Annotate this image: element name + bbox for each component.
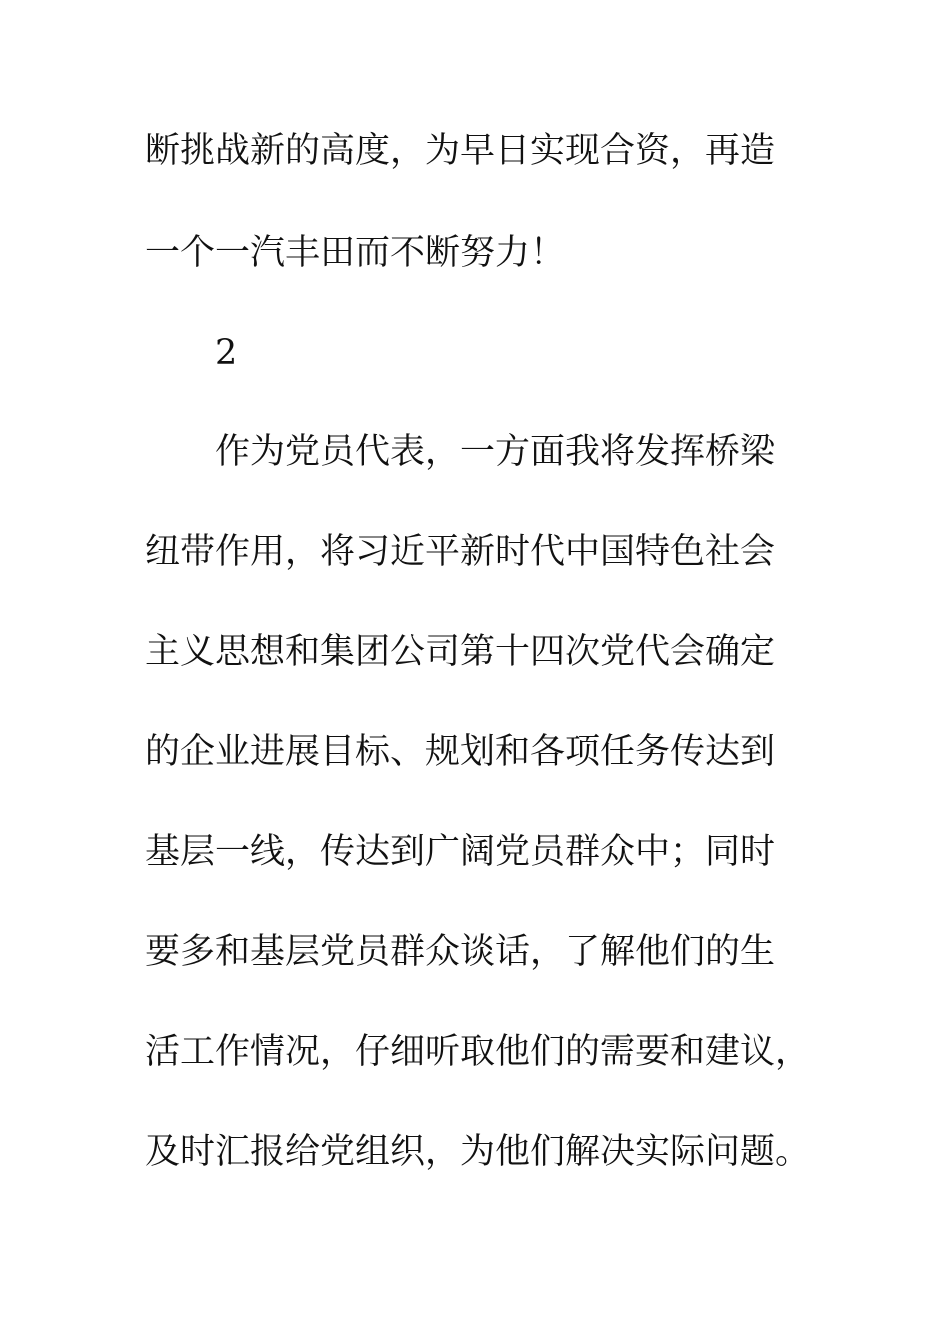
text-line-7: 基层一线，传达到广阔党员群众中；同时 bbox=[145, 832, 776, 872]
text-line-10: 及时汇报给党组织，为他们解决实际问题。 bbox=[145, 1132, 811, 1172]
text-line-5: 主义思想和集团公司第十四次党代会确定 bbox=[145, 632, 776, 672]
text-line-2: 一个一汽丰田而不断努力！ bbox=[145, 233, 566, 273]
text-line-6: 的企业进展目标、规划和各项任务传达到 bbox=[145, 732, 776, 772]
text-line-8: 要多和基层党员群众谈话，了解他们的生 bbox=[145, 932, 776, 972]
section-number: 2 bbox=[215, 333, 238, 373]
text-line-1: 断挑战新的高度，为早日实现合资，再造 bbox=[145, 131, 776, 171]
text-line-4: 纽带作用，将习近平新时代中国特色社会 bbox=[145, 532, 776, 572]
text-line-9: 活工作情况，仔细听取他们的需要和建议， bbox=[145, 1032, 811, 1072]
text-line-3: 作为党员代表，一方面我将发挥桥梁 bbox=[215, 432, 776, 472]
